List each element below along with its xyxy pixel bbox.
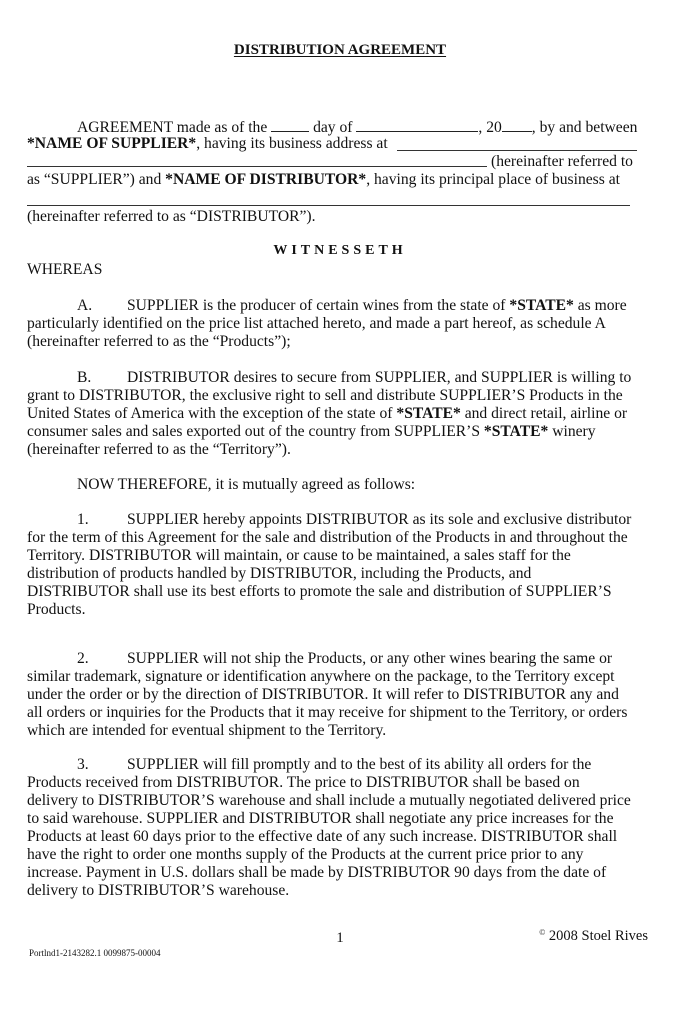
clause-3-line-8: delivery to DISTRIBUTOR’S warehouse. xyxy=(27,882,290,899)
supplier-name-placeholder: *NAME OF SUPPLIER* xyxy=(27,135,197,152)
distributor-address-blank xyxy=(27,205,630,206)
recital-b-line-1: B. DISTRIBUTOR desires to secure from SUPPLIER, and SUPPLIER is willing to xyxy=(77,369,632,386)
clause-2-line-2: similar trademark, signature or identification anywhere on the package, to the Territory except xyxy=(27,668,615,685)
clause-3-line-4: to said warehouse. SUPPLIER and DISTRIBUTOR shall negotiate any price increases for the xyxy=(27,810,614,827)
clause-1-line-1: 1. SUPPLIER hereby appoints DISTRIBUTOR as its sole and exclusive distributor xyxy=(77,511,632,528)
preamble-line-1: AGREEMENT made as of the day of , 20 , by and between xyxy=(77,119,638,136)
clause-2-line-1: 2. SUPPLIER will not ship the Products, or any other wines bearing the same or xyxy=(77,650,613,667)
clause-3-line-7: increase. Payment in U.S. dollars shall be made by DISTRIBUTOR 90 days from the date of xyxy=(27,864,607,881)
clause-3-line-6: have the right to order one months supply of the Products at the current price prior to any xyxy=(27,846,584,863)
clause-1-line-2: for the term of this Agreement for the sale and distribution of the Products in and throughout the xyxy=(27,529,628,546)
recital-a-line-3: (hereinafter referred to as the “Products”); xyxy=(27,333,291,350)
now-therefore: NOW THEREFORE, it is mutually agreed as follows: xyxy=(77,476,416,493)
page-number: 1 xyxy=(336,930,344,946)
copyright-symbol: © xyxy=(539,928,546,937)
document-id: Portlnd1-2143282.1 0099875-00004 xyxy=(29,948,161,958)
clause-3-line-2: Products received from DISTRIBUTOR. The price to DISTRIBUTOR shall be based on xyxy=(27,774,580,791)
blank-year xyxy=(502,117,532,132)
clause-3-line-5: Products at least 60 days prior to the effective date of any such increase. DISTRIBUTOR shall xyxy=(27,828,618,845)
clause-2-line-5: which are intended for eventual shipment to the Territory. xyxy=(27,722,387,739)
preamble-line-4: as “SUPPLIER”) and *NAME OF DISTRIBUTOR*, having its principal place of business at xyxy=(27,171,620,188)
clause-1-line-5: DISTRIBUTOR shall use its best efforts to promote the sale and distribution of SUPPLIER’S xyxy=(27,583,612,600)
clause-2-line-3: under the order or by the direction of DISTRIBUTOR. It will refer to DISTRIBUTOR any and xyxy=(27,686,619,703)
recital-a-line-2: particularly identified on the price list attached hereto, and made a part hereof, as schedule A xyxy=(27,315,606,332)
preamble-line-5: (hereinafter referred to as “DISTRIBUTOR”). xyxy=(27,208,316,225)
preamble-line-2: *NAME OF SUPPLIER*, having its business address at xyxy=(27,135,388,152)
copyright-notice: © 2008 Stoel Rives xyxy=(539,928,648,944)
recital-a-line-1: A. SUPPLIER is the producer of certain wines from the state of *STATE* as more xyxy=(77,297,627,314)
whereas-label: WHEREAS xyxy=(27,261,103,278)
recital-b-line-3: United States of America with the exception of the state of *STATE* and direct retail, airline or xyxy=(27,405,628,422)
clause-1-line-3: Territory. DISTRIBUTOR will maintain, or cause to be maintained, a sales staff for the xyxy=(27,547,571,564)
clause-2-line-4: all orders or inquiries for the Products that it may receive for shipment to the Territory, or orders xyxy=(27,704,628,721)
distributor-name-placeholder: *NAME OF DISTRIBUTOR* xyxy=(165,171,367,188)
clause-1-line-6: Products. xyxy=(27,601,86,618)
document-title: DISTRIBUTION AGREEMENT xyxy=(233,42,447,58)
blank-day xyxy=(271,117,309,132)
clause-1-line-4: distribution of products handled by DISTRIBUTOR, including the Products, and xyxy=(27,565,532,582)
witnesseth-heading: WITNESSETH xyxy=(273,243,407,258)
clause-3-line-1: 3. SUPPLIER will fill promptly and to the best of its ability all orders for the xyxy=(77,756,592,773)
recital-b-line-4: consumer sales and sales exported out of the country from SUPPLIER’S *STATE* winery xyxy=(27,423,596,440)
supplier-address-blank xyxy=(397,150,637,151)
recital-b-line-2: grant to DISTRIBUTOR, the exclusive right to sell and distribute SUPPLIER’S Products in the xyxy=(27,387,623,404)
clause-3-line-3: delivery to DISTRIBUTOR’S warehouse and shall include a mutually negotiated delivered price xyxy=(27,792,631,809)
recital-b-line-5: (hereinafter referred to as the “Territory”). xyxy=(27,441,291,458)
supplier-address-blank-2 xyxy=(27,166,487,167)
preamble-line-3: (hereinafter referred to xyxy=(491,153,633,170)
blank-month xyxy=(356,117,478,132)
